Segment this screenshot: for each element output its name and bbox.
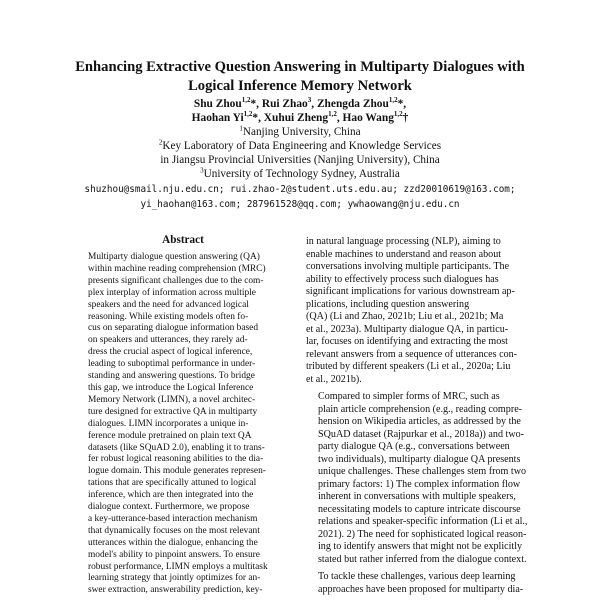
body-line: et al., 2023a). Multiparty dialogue QA, in particu- [306,323,509,335]
abstract-heading: Abstract [162,234,204,246]
abstract-line: plex interplay of information across multiple [88,287,256,298]
abstract-line: standing and answering questions. To bridge [88,371,255,382]
abstract-line: swer extraction, answerability prediction, key- [88,585,263,596]
abstract-line: leading to suboptimal performance in under- [88,359,256,370]
body-line: enable machines to understand and reason about [306,248,502,260]
author-sep: , [336,112,343,124]
title-line-2: Logical Inference Memory Network [188,78,412,94]
abstract-line: dialogue context. Furthermore, we propose [88,502,250,513]
author-line-2 [60,111,540,125]
abstract-line: ture designed for extractive QA in multiparty [88,406,258,417]
email-line-1: shuzhou@smail.nju.edu.cn; rui.zhao-2@student.uts.edu.au; zzd20010619@163.com; [84,184,516,195]
body-line: plain article comprehension (e.g., reading compre- [318,403,523,415]
author-name: Zhengda Zhou [316,98,389,110]
body-line: et al., 2021b). [306,373,362,385]
abstract-line: tations that are specifically attuned to logical [88,478,257,489]
author-affil-mark: 1,2 [241,96,251,105]
abstract-line: dialogues. LIMN incorporates a unique in- [88,418,249,429]
author-affil-mark: 1,2 [328,110,337,119]
affiliation-line [60,167,540,181]
body-line: (QA) (Li and Zhao, 2021b; Liu et al., 2021b; Ma [306,311,504,322]
abstract-line: presents significant challenges due to the com- [88,275,264,286]
abstract-body [88,252,278,597]
author-sep: *, [252,112,264,124]
affiliation-mark: 1 [239,124,243,133]
body-line: SQuAD dataset (Rajpurkar et al., 2018a)) and two- [318,428,525,440]
email-list [20,182,580,212]
body-line: 2021). 2) The need for sophisticated logical reason- [318,528,527,540]
author-affil-mark: 1,2 [388,96,398,105]
abstract-line: inference, which are then integrated into the [88,490,254,501]
abstract-line: model's ability to pinpoint answers. To ensure [88,549,260,560]
body-line: party dialogue QA (e.g., conversations between [318,441,510,452]
body-line: stated but rather inferred from the dialogue context. [318,553,527,565]
author-affil-mark: 3 [307,96,312,105]
author-name: Xuhui Zheng [263,112,329,124]
author-sep: *, [250,98,262,110]
body-line: plications, including question answering [306,298,470,310]
body-line: To tackle these challenges, various deep learning [318,571,516,582]
abstract-line: Memory Network (LIMN), a novel architec- [88,394,256,405]
affiliation-line [60,125,540,139]
abstract-line: this gap, we introduce the Logical Inference [88,382,254,393]
abstract-line: cus on separating dialogue information based [88,323,259,334]
body-line: relevant answers from a sequence of utterances con- [306,348,518,360]
body-line: relations and speaker-specific information (Li et al., [318,516,528,527]
body-column-right [306,236,530,601]
body-line: hension on Wikipedia articles, as addressed by the [318,416,521,427]
affiliation-line [60,153,540,167]
author-name: Haohan Yi [191,112,244,124]
abstract-line: within machine reading comprehension (MRC) [88,263,266,274]
body-line: inherent in conversations with multiple speakers, [318,491,516,502]
abstract-line: robust performance, LIMN employs a multitask [88,561,268,572]
affiliation-mark: 2 [158,138,163,147]
body-paragraph-1 [306,236,530,386]
body-line: conversations involving multiple participants. The [306,261,510,272]
body-line: ing to identify answers that might not be explicitly [318,541,523,552]
affiliation-mark: 3 [200,166,204,175]
email-line-2: yi_haohan@163.com; 287961528@qq.com; ywhaowang@nju.edu.cn [140,199,460,210]
abstract-line: reasoning. While existing models often fo- [88,311,249,322]
body-line: primary factors: 1) The complex information flow [318,478,521,490]
abstract-line: a key-utterance-based interaction mechanism [88,513,258,524]
title-line-1: Enhancing Extractive Question Answering in Multiparty Dialogues with [75,59,525,75]
body-line: Compared to simpler forms of MRC, such as [318,391,500,402]
affiliation-text: in Jiangsu Provincial Universities (Nanjing University), China [160,154,440,166]
abstract-line: datasets (like SQuAD 2.0), enabling it to trans- [88,442,265,453]
body-line: two individuals), multiparty dialogue QA presents [318,453,521,465]
author-name: Shu Zhou [193,98,242,110]
abstract-line: ference module pretrained on plain text QA [88,430,252,441]
body-line: tributed by different speakers (Li et al., 2020a; Liu [306,361,511,372]
body-line: approaches have been proposed for multiparty dia- [318,583,524,595]
body-line: significant implications for various downstream ap- [306,286,515,297]
affiliation-list [60,125,540,181]
body-line: unique challenges. These challenges stem from two [318,466,527,477]
affiliation-text: Nanjing University, China [242,126,361,138]
abstract-line: Multiparty dialogue question answering (QA) [88,252,260,262]
abstract-line: learning strategy that jointly optimizes for an- [88,573,261,584]
author-line-1 [60,97,540,111]
author-affil-mark: 1,2 [393,110,403,119]
author-sep: , [311,98,317,110]
abstract-line: utterances within the dialogue, enhancing the [88,537,258,548]
body-paragraph-2 [306,391,530,566]
abstract-line: that dynamically focuses on the most relevant [88,525,260,536]
paper-title [60,58,540,96]
body-paragraph-3 [306,571,530,596]
abstract-line: on speakers and utterances, they rarely ad- [88,335,248,346]
author-list [60,97,540,125]
body-line: in natural language processing (NLP), aiming to [306,236,501,247]
author-affil-mark: 1,2 [243,110,253,119]
abstract-line: speakers and the need for advanced logical [88,299,249,310]
affiliation-text: University of Technology Sydney, Australia [203,168,400,180]
body-line: necessitating models to capture intricate discourse [318,503,521,515]
body-line: ability to effectively process such dialogues has [306,273,499,285]
affiliation-text: Key Laboratory of Data Engineering and Knowledge Services [162,140,442,152]
author-sep: *, [397,98,407,110]
abstract-line: dress the crucial aspect of logical inference, [88,347,253,358]
affiliation-line [60,139,540,153]
body-line: lar, focuses on identifying and extracting the most [306,336,508,347]
author-name: Rui Zhao [261,98,308,110]
abstract-line: logue domain. This module generates represen- [88,466,266,477]
author-sep: † [402,112,409,124]
author-name: Hao Wang [342,112,394,124]
abstract-line: fer robust logical reasoning abilities to the dia- [88,454,264,465]
